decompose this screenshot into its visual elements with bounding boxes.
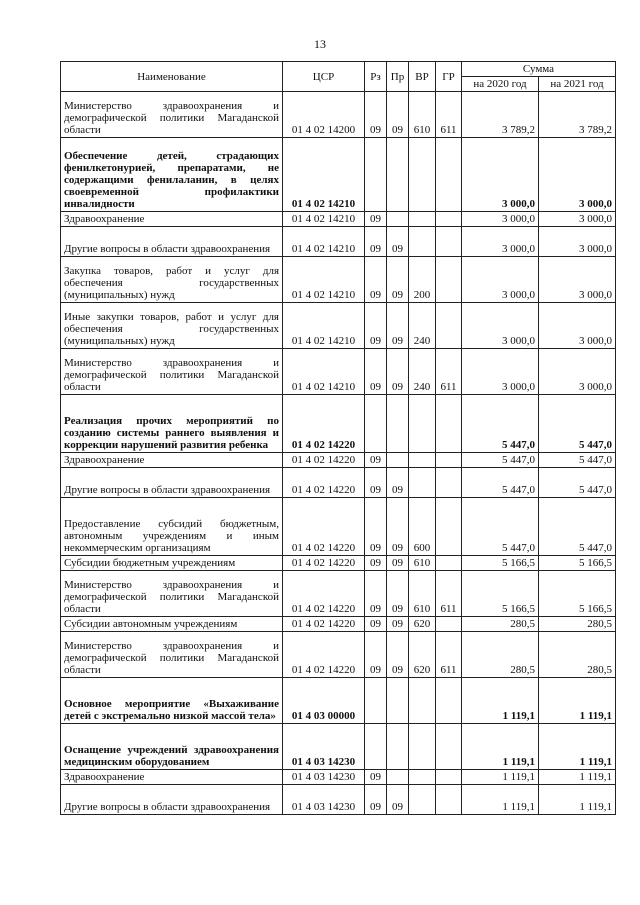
cell-2021: 1 119,1 <box>539 724 616 770</box>
cell-csr: 01 4 02 14220 <box>283 453 365 468</box>
cell-2020: 1 119,1 <box>462 678 539 724</box>
cell-name: Другие вопросы в области здравоохранения <box>61 227 283 257</box>
cell-vr <box>409 138 436 212</box>
cell-pr: 09 <box>387 498 409 556</box>
cell-2020: 1 119,1 <box>462 785 539 815</box>
cell-2020: 280,5 <box>462 632 539 678</box>
cell-pr: 09 <box>387 227 409 257</box>
cell-csr: 01 4 02 14210 <box>283 138 365 212</box>
cell-name: Министерство здравоохранения и демографической политики Магаданской области <box>61 92 283 138</box>
header-vr: ВР <box>409 62 436 92</box>
cell-rz <box>365 138 387 212</box>
cell-rz: 09 <box>365 770 387 785</box>
cell-vr: 620 <box>409 617 436 632</box>
cell-pr: 09 <box>387 257 409 303</box>
cell-pr: 09 <box>387 556 409 571</box>
table-row <box>61 227 616 257</box>
cell-pr <box>387 138 409 212</box>
header-sum: Сумма <box>462 62 616 77</box>
table-row <box>61 212 616 227</box>
table-row <box>61 678 616 724</box>
cell-pr <box>387 453 409 468</box>
cell-vr: 620 <box>409 632 436 678</box>
cell-vr: 610 <box>409 556 436 571</box>
cell-2020: 3 789,2 <box>462 92 539 138</box>
cell-gr: 611 <box>436 92 462 138</box>
cell-2021: 3 000,0 <box>539 138 616 212</box>
cell-name: Закупка товаров, работ и услуг для обеспечения государственных (муниципальных) нужд <box>61 257 283 303</box>
cell-gr <box>436 468 462 498</box>
cell-rz: 09 <box>365 257 387 303</box>
cell-2020: 280,5 <box>462 617 539 632</box>
table-row <box>61 138 616 212</box>
cell-2020: 3 000,0 <box>462 212 539 227</box>
cell-gr <box>436 395 462 453</box>
cell-csr: 01 4 02 14210 <box>283 349 365 395</box>
cell-csr: 01 4 02 14220 <box>283 617 365 632</box>
cell-vr <box>409 678 436 724</box>
cell-rz <box>365 678 387 724</box>
cell-gr <box>436 257 462 303</box>
cell-name: Основное мероприятие «Выхаживание детей с экстремально низкой массой тела» <box>61 678 283 724</box>
cell-gr <box>436 724 462 770</box>
table-row <box>61 453 616 468</box>
cell-vr <box>409 468 436 498</box>
table-row <box>61 556 616 571</box>
cell-gr <box>436 227 462 257</box>
cell-name: Министерство здравоохранения и демографической политики Магаданской области <box>61 632 283 678</box>
cell-2021: 3 000,0 <box>539 349 616 395</box>
cell-csr: 01 4 03 14230 <box>283 724 365 770</box>
cell-pr: 09 <box>387 617 409 632</box>
cell-vr: 610 <box>409 571 436 617</box>
cell-csr: 01 4 02 14210 <box>283 257 365 303</box>
cell-rz: 09 <box>365 571 387 617</box>
cell-name: Обеспечение детей, страдающих фенилкетонурией, препаратами, не содержащими фенилаланин, в целях своевременной профилактики инвалидности <box>61 138 283 212</box>
cell-pr <box>387 212 409 227</box>
cell-vr: 610 <box>409 92 436 138</box>
cell-gr: 611 <box>436 349 462 395</box>
header-2020: на 2020 год <box>462 77 539 92</box>
page-number: 13 <box>314 37 326 51</box>
cell-rz: 09 <box>365 617 387 632</box>
cell-2020: 5 166,5 <box>462 556 539 571</box>
cell-2020: 1 119,1 <box>462 724 539 770</box>
cell-rz: 09 <box>365 632 387 678</box>
cell-gr <box>436 678 462 724</box>
cell-csr: 01 4 02 14200 <box>283 92 365 138</box>
cell-2021: 5 447,0 <box>539 453 616 468</box>
cell-pr <box>387 678 409 724</box>
cell-csr: 01 4 02 14210 <box>283 303 365 349</box>
cell-name: Предоставление субсидий бюджетным, автономным учреждениям и иным некоммерческим организациям <box>61 498 283 556</box>
table-row <box>61 257 616 303</box>
header-gr: ГР <box>436 62 462 92</box>
cell-name: Здравоохранение <box>61 453 283 468</box>
cell-2020: 3 000,0 <box>462 349 539 395</box>
cell-2021: 1 119,1 <box>539 785 616 815</box>
cell-gr <box>436 556 462 571</box>
cell-2020: 3 000,0 <box>462 303 539 349</box>
cell-csr: 01 4 02 14220 <box>283 498 365 556</box>
cell-gr <box>436 617 462 632</box>
cell-csr: 01 4 02 14220 <box>283 468 365 498</box>
cell-vr <box>409 770 436 785</box>
cell-gr <box>436 770 462 785</box>
cell-2020: 5 166,5 <box>462 571 539 617</box>
cell-2021: 5 447,0 <box>539 395 616 453</box>
cell-csr: 01 4 02 14210 <box>283 227 365 257</box>
cell-rz: 09 <box>365 92 387 138</box>
cell-vr <box>409 453 436 468</box>
cell-pr <box>387 770 409 785</box>
cell-pr: 09 <box>387 468 409 498</box>
cell-2021: 3 789,2 <box>539 92 616 138</box>
cell-2020: 5 447,0 <box>462 395 539 453</box>
table-body <box>61 92 616 815</box>
cell-csr: 01 4 02 14220 <box>283 632 365 678</box>
cell-rz: 09 <box>365 785 387 815</box>
cell-name: Министерство здравоохранения и демографической политики Магаданской области <box>61 571 283 617</box>
cell-pr: 09 <box>387 349 409 395</box>
table-row <box>61 468 616 498</box>
table-row <box>61 395 616 453</box>
cell-vr: 600 <box>409 498 436 556</box>
cell-rz <box>365 395 387 453</box>
table-row <box>61 303 616 349</box>
table-row <box>61 770 616 785</box>
cell-2020: 3 000,0 <box>462 227 539 257</box>
cell-pr <box>387 724 409 770</box>
cell-2020: 3 000,0 <box>462 257 539 303</box>
cell-csr: 01 4 02 14220 <box>283 571 365 617</box>
budget-table <box>60 61 616 815</box>
table-row <box>61 724 616 770</box>
cell-vr: 240 <box>409 349 436 395</box>
cell-rz: 09 <box>365 468 387 498</box>
table-row <box>61 785 616 815</box>
cell-vr <box>409 227 436 257</box>
table-row <box>61 632 616 678</box>
cell-csr: 01 4 03 14230 <box>283 770 365 785</box>
cell-2020: 5 447,0 <box>462 498 539 556</box>
cell-rz: 09 <box>365 303 387 349</box>
cell-2021: 280,5 <box>539 617 616 632</box>
cell-csr: 01 4 03 14230 <box>283 785 365 815</box>
cell-rz: 09 <box>365 349 387 395</box>
cell-name: Здравоохранение <box>61 212 283 227</box>
table-row <box>61 571 616 617</box>
header-name: Наименование <box>61 62 283 92</box>
cell-2021: 3 000,0 <box>539 212 616 227</box>
table-row <box>61 92 616 138</box>
cell-pr: 09 <box>387 571 409 617</box>
cell-pr: 09 <box>387 303 409 349</box>
cell-name: Другие вопросы в области здравоохранения <box>61 785 283 815</box>
cell-2021: 1 119,1 <box>539 678 616 724</box>
cell-vr: 200 <box>409 257 436 303</box>
cell-gr: 611 <box>436 632 462 678</box>
cell-name: Субсидии автономным учреждениям <box>61 617 283 632</box>
table-header <box>61 62 616 92</box>
header-2021: на 2021 год <box>539 77 616 92</box>
cell-gr <box>436 138 462 212</box>
cell-vr <box>409 785 436 815</box>
cell-2021: 5 447,0 <box>539 468 616 498</box>
cell-rz: 09 <box>365 212 387 227</box>
cell-vr <box>409 724 436 770</box>
cell-2020: 3 000,0 <box>462 138 539 212</box>
cell-2021: 3 000,0 <box>539 303 616 349</box>
cell-2020: 5 447,0 <box>462 468 539 498</box>
cell-gr <box>436 785 462 815</box>
cell-name: Здравоохранение <box>61 770 283 785</box>
cell-pr <box>387 395 409 453</box>
cell-2021: 1 119,1 <box>539 770 616 785</box>
cell-csr: 01 4 02 14220 <box>283 395 365 453</box>
cell-pr: 09 <box>387 92 409 138</box>
table-row <box>61 349 616 395</box>
table-row <box>61 617 616 632</box>
cell-vr: 240 <box>409 303 436 349</box>
cell-name: Иные закупки товаров, работ и услуг для обеспечения государственных (муниципальных) нужд <box>61 303 283 349</box>
cell-name: Субсидии бюджетным учреждениям <box>61 556 283 571</box>
cell-csr: 01 4 02 14220 <box>283 556 365 571</box>
cell-name: Министерство здравоохранения и демографической политики Магаданской области <box>61 349 283 395</box>
cell-rz <box>365 724 387 770</box>
cell-name: Другие вопросы в области здравоохранения <box>61 468 283 498</box>
cell-name: Реализация прочих мероприятий по созданию системы раннего выявления и коррекции нарушений развития ребенка <box>61 395 283 453</box>
header-pr: Пр <box>387 62 409 92</box>
cell-2021: 5 447,0 <box>539 498 616 556</box>
header-csr: ЦСР <box>283 62 365 92</box>
cell-pr: 09 <box>387 785 409 815</box>
cell-gr <box>436 303 462 349</box>
cell-rz: 09 <box>365 498 387 556</box>
cell-name: Оснащение учреждений здравоохранения медицинским оборудованием <box>61 724 283 770</box>
cell-vr <box>409 395 436 453</box>
cell-csr: 01 4 03 00000 <box>283 678 365 724</box>
cell-rz: 09 <box>365 453 387 468</box>
table-row <box>61 498 616 556</box>
cell-gr <box>436 498 462 556</box>
cell-rz: 09 <box>365 227 387 257</box>
cell-pr: 09 <box>387 632 409 678</box>
cell-gr <box>436 453 462 468</box>
cell-2021: 5 166,5 <box>539 571 616 617</box>
cell-gr: 611 <box>436 571 462 617</box>
cell-rz: 09 <box>365 556 387 571</box>
header-rz: Рз <box>365 62 387 92</box>
cell-csr: 01 4 02 14210 <box>283 212 365 227</box>
cell-2021: 280,5 <box>539 632 616 678</box>
cell-2020: 1 119,1 <box>462 770 539 785</box>
cell-2021: 3 000,0 <box>539 257 616 303</box>
cell-2020: 5 447,0 <box>462 453 539 468</box>
cell-gr <box>436 212 462 227</box>
cell-2021: 3 000,0 <box>539 227 616 257</box>
cell-2021: 5 166,5 <box>539 556 616 571</box>
cell-vr <box>409 212 436 227</box>
